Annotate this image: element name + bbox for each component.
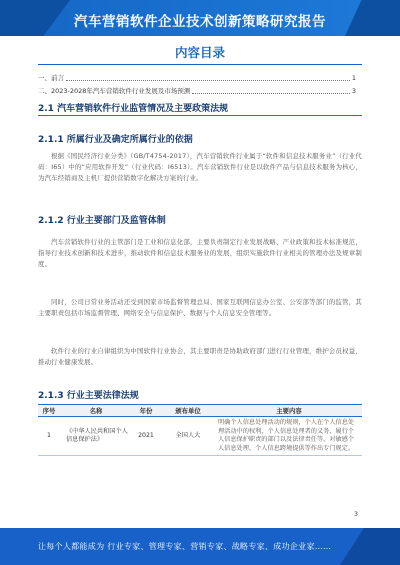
- laws-table: [38, 404, 362, 456]
- report-header: [0, 0, 400, 36]
- toc-entry[interactable]: [38, 73, 356, 82]
- cell-law-name: 《中华人民共和国个人信息保护法》: [60, 417, 132, 456]
- toc-entry-label: 一、前言: [38, 74, 64, 82]
- footer-slogan: 让每个人都能成为 行业专家、管理专家、营销专家、战略专家、成功企业家……: [38, 542, 332, 551]
- table-row: [38, 417, 362, 456]
- column-header: 主要内容: [216, 405, 362, 417]
- toc-divider: [38, 64, 362, 65]
- toc-entry-page: 1: [351, 74, 356, 82]
- subsection-heading: 2.1.2 行业主要部门及监管体制: [38, 216, 166, 226]
- subsection-heading: 2.1.1 所属行业及确定所属行业的依据: [38, 135, 193, 145]
- table-header-row: [38, 405, 362, 417]
- cell-year: 2021: [132, 417, 160, 456]
- column-header: 序号: [38, 405, 60, 417]
- toc-title: 内容目录: [174, 45, 225, 60]
- column-header: 颁布单位: [160, 405, 216, 417]
- section-heading: 2.1 汽车营销软件行业监管情况及主要政策法规: [38, 104, 229, 114]
- toc-entry-label: 二、2023-2028年汽车营销软件行业发展及市场预测: [38, 87, 191, 95]
- column-header: 年份: [132, 405, 160, 417]
- footer-decoration: [340, 528, 400, 565]
- cell-number: 1: [38, 417, 60, 456]
- report-footer: [0, 528, 400, 565]
- section-divider: [38, 115, 362, 116]
- toc-leader-dots: [66, 80, 350, 81]
- report-title: 汽车营销软件企业技术创新策略研究报告: [74, 14, 326, 30]
- toc-leader-dots: [192, 93, 349, 94]
- body-paragraph: 软件行业的行业自律组织为中国软件行业协会，其主要职责是协助政府部门进行行业管理，维护会员权益，推动行业健康发展。: [38, 347, 362, 366]
- body-paragraph: 汽车营销软件行业的主管部门是工业和信息化部，主要负责制定行业发展战略、产业政策和技术标准规范，指导行业技术创新和技术进步，推动软件和信息技术服务业的发展，组织实施软件行业相关的管理办法及规章制度。: [38, 238, 362, 268]
- body-paragraph: 同时，公司日常业务活动还受到国家市场监督管理总局、国家互联网信息办公室、公安部等部门的监管，其主要职责包括市场监督管理、网络安全与信息保护、数据与个人信息安全管理等。: [38, 298, 362, 317]
- subsection-heading: 2.1.3 行业主要法律法规: [38, 391, 139, 401]
- toc-entry[interactable]: [38, 86, 356, 95]
- cell-issuer: 全国人大: [160, 417, 216, 456]
- cell-content: 明确个人信息处理活动的规则，个人在个人信息处理活动中的权利，个人信息处理者的义务，履行个人信息保护职责的部门以及法律责任等，对敏感个人信息处理、个人信息跨境提供等作出专门规定。: [216, 417, 362, 456]
- body-paragraph: 根据《国民经济行业分类》（GB/T4754-2017），汽车营销软件行业属于“软件和信息技术服务业”（行业代码：I65）中的“应用软件开发”（行业代码：I6513）。汽车营销软件行业是以软件产品与信息技术服务为核心，为汽车经销商及主机厂提供营销数字化解决方案的行业。: [38, 152, 362, 182]
- toc-entry-page: 3: [351, 87, 356, 95]
- page-number: 3: [354, 511, 358, 518]
- column-header: 名称: [60, 405, 132, 417]
